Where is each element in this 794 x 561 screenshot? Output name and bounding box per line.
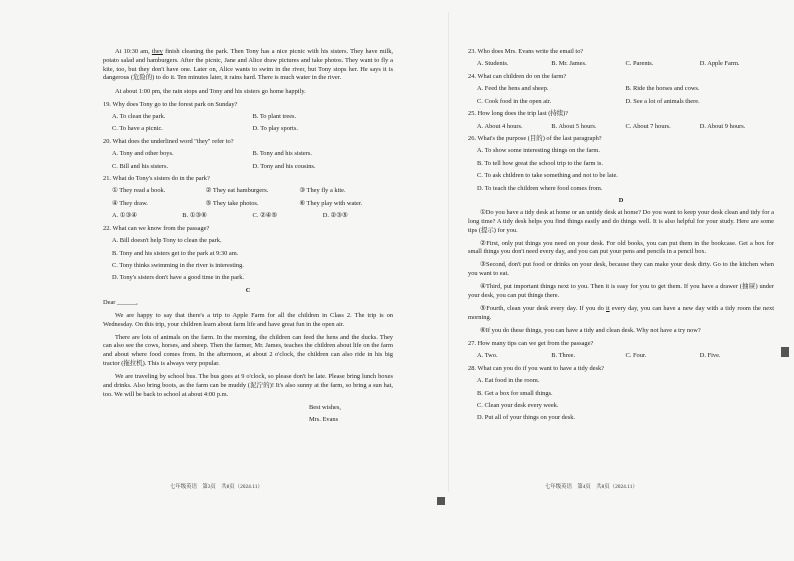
q21-statement-2: ② They eat hamburgers. xyxy=(205,187,269,195)
q23-option-b[interactable]: B. Mr. James. xyxy=(551,60,587,68)
q26-option-d[interactable]: D. To teach the children where food comes from. xyxy=(477,184,603,192)
passage-d-para-1: ①Do you have a tidy desk at home or an untidy desk at home? Do you want to keep your desk clean and tidy for a long time? A tidy desk helps you find things easily and do things well. It is also helpful for your study. Here are some tips (提示) for you. xyxy=(468,208,774,234)
letter-signature: Mrs. Evans xyxy=(309,415,339,423)
passage-d-para-3: ③Second, don't put food or drinks on your desk, because they can make your desk dirty. Go to the kitchen when you want to eat. xyxy=(468,261,774,278)
question-22: 22. What can we know from the passage? xyxy=(103,224,210,232)
q21-option-b[interactable]: B. ①③⑥ xyxy=(182,212,207,220)
q25-options xyxy=(477,123,774,132)
q20-option-b[interactable]: B. Tony and his sisters. xyxy=(252,150,312,158)
q26-option-b[interactable]: B. To tell how great the school trip to the farm is. xyxy=(477,159,603,167)
q28-option-d[interactable]: D. Put all of your things on your desk. xyxy=(477,414,575,422)
q24-option-d[interactable]: D. See a lot of animals there. xyxy=(625,97,700,105)
para5-start: ⑤Fourth, clean your desk every day. If you do xyxy=(480,305,607,313)
q27-option-b[interactable]: B. Three. xyxy=(551,352,576,360)
q26-option-a[interactable]: A. To show some interesting things on the farm. xyxy=(477,147,600,155)
q21-statements xyxy=(112,187,393,208)
question-24: 24. What can children do on the farm? xyxy=(468,72,567,80)
question-20: 20. What does the underlined word "they" refer to? xyxy=(103,137,234,145)
q27-options xyxy=(477,352,774,361)
q22-option-b[interactable]: B. Tony and his sisters get to the park at 9:30 am. xyxy=(112,249,239,257)
q21-option-d[interactable]: D. ②③⑤ xyxy=(322,212,348,220)
left-page-footer: 七年级英语 第3页 共8页（2024.11） xyxy=(170,484,263,490)
passage-d-para-6: ⑥If you do these things, you can have a tidy and clean desk. Why not have a try now? xyxy=(480,326,701,334)
passage-d-para-5 xyxy=(468,305,774,323)
passage-c-para-1: We are happy to say that there's a trip to Apple Farm for all the children in Class 2. The trip is on Wednesday. On this trip, your children learn about farm life and have great fun in the open air. xyxy=(103,311,393,328)
underlined-they: they xyxy=(151,48,163,55)
q20-options xyxy=(112,150,393,171)
q27-option-d[interactable]: D. Five. xyxy=(699,352,721,360)
underlined-it: it xyxy=(606,305,610,313)
q23-option-c[interactable]: C. Parents. xyxy=(625,60,654,68)
q21-options xyxy=(112,212,393,221)
scan-registration-mark-bottom xyxy=(437,497,445,505)
q25-option-a[interactable]: A. About 4 hours. xyxy=(477,122,523,130)
q21-statement-4: ④ They draw. xyxy=(112,199,148,207)
right-page xyxy=(468,48,774,427)
q23-option-d[interactable]: D. Apple Farm. xyxy=(699,60,740,68)
question-27: 27. How many tips can we get from the passage? xyxy=(468,339,594,347)
q20-option-c[interactable]: C. Bill and his sisters. xyxy=(112,162,169,170)
q24-option-a[interactable]: A. Feed the hens and sheep. xyxy=(477,85,549,93)
section-c-heading: C xyxy=(245,286,251,294)
q19-options xyxy=(112,113,393,134)
question-25: 25. How long does the trip last (持续)? xyxy=(468,110,569,118)
q19-option-d[interactable]: D. To play sports. xyxy=(252,125,298,133)
q23-options xyxy=(477,60,774,69)
q21-option-c[interactable]: C. ②④⑤ xyxy=(252,212,278,220)
question-28: 28. What can you do if you want to have a tidy desk? xyxy=(468,364,605,372)
q23-option-a[interactable]: A. Students. xyxy=(477,60,509,68)
q21-statement-5: ⑤ They take photos. xyxy=(205,199,259,207)
q24-options xyxy=(477,85,774,106)
q19-option-b[interactable]: B. To plant trees. xyxy=(252,112,297,120)
left-page xyxy=(103,48,393,427)
letter-closing: Best wishes, xyxy=(309,403,341,411)
section-d-heading: D xyxy=(618,197,624,205)
q21-statement-3: ③ They fly a kite. xyxy=(299,187,346,195)
q24-option-c[interactable]: C. Cook food in the open air. xyxy=(477,97,552,105)
passage-d-para-4: ④Third, put important things next to you. Then it is easy for you to get them. If you have a drawer (抽屉) under your desk, you can put things there. xyxy=(468,283,774,300)
q20-option-d[interactable]: D. Tony and his cousins. xyxy=(252,162,316,170)
para1-start: At 10:30 am, they finish cleaning the park. xyxy=(115,48,229,55)
q21-statement-1: ① They read a book. xyxy=(112,187,166,195)
q24-option-b[interactable]: B. Ride the horses and cows. xyxy=(625,85,700,93)
question-26: 26. What's the purpose (目的) of the last paragraph? xyxy=(468,134,602,142)
question-19: 19. Why does Tony go to the forest park on Sunday? xyxy=(103,100,238,108)
q28-option-b[interactable]: B. Get a box for small things. xyxy=(477,389,553,397)
para5-end: every day, you can have a new day with a tidy room the next morning. xyxy=(468,305,775,321)
passage-c-para-3: We are traveling by school bus. The bus goes at 9 o'clock, so please don't be late. Please bring lunch boxes and drinks. Also bring boots, as the farm can be muddy (泥泞的)! It's also sunny at the farm, so bring a sun hat, too. We will be back to school at about 4:00 p.m. xyxy=(103,373,393,398)
q25-option-c[interactable]: C. About 7 hours. xyxy=(625,122,671,130)
passage-c-para-2: There are lots of animals on the farm. In the morning, the children can feed the hens and the ducks. They can also see the cows, horses, and sheep. Then the farmer, Mr. James, teaches the children about life on the farm and about where food comes from. In the afternoon, at about 2 o'clock, the children can also ride in his big tractor (拖拉机). This is always very popular. xyxy=(103,333,393,368)
q20-option-a[interactable]: A. Tony and other boys. xyxy=(112,150,174,158)
letter-salutation: Dear ______, xyxy=(103,298,138,306)
q25-option-b[interactable]: B. About 5 hours. xyxy=(551,122,597,130)
q22-option-a[interactable]: A. Bill doesn't help Tony to clean the park. xyxy=(112,237,222,245)
q27-option-a[interactable]: A. Two. xyxy=(477,352,498,360)
passage-d-para-2: ②First, only put things you need on your desk. For old books, you can put them in the bookcase. Get a box for small things you don't need every day, and you can put your pens and pencils in a pencil box. xyxy=(468,239,774,256)
question-21: 21. What do Tony's sisters do in the park? xyxy=(103,175,210,183)
q28-option-a[interactable]: A. Eat food in the room. xyxy=(477,377,540,385)
q28-option-c[interactable]: C. Clean your desk every week. xyxy=(477,402,559,410)
passage-b-para-1 xyxy=(103,48,393,83)
passage-b-para-2: At about 1:00 pm, the rain stops and Tony and his sisters go home happily. xyxy=(115,87,306,95)
scan-registration-mark-right xyxy=(781,347,789,357)
right-page-footer: 七年级英语 第4页 共8页（2024.11） xyxy=(545,484,638,490)
q21-option-a[interactable]: A. ①③④ xyxy=(112,212,137,220)
q19-option-a[interactable]: A. To clean the park. xyxy=(112,112,166,120)
q21-statement-6: ⑥ They play with water. xyxy=(299,199,363,207)
q26-option-c[interactable]: C. To ask children to take something and not to be late. xyxy=(477,172,618,180)
para1-visible: Then Tony has a nice picnic with his sisters. They have milk, potato salad and hamburgers. After the picnic, Jane and Alice draw pictures and take photos. They want to fly a kite, too, but they don't have one. Later on, Alice wants to swim in the river, but Tony stops her. He says it is dangerous (危险的) to do it. Ten minutes later, it rains hard. There is much water in the river. xyxy=(103,48,393,82)
question-23: 23. Who does Mrs. Evans write the email to? xyxy=(468,48,584,55)
q22-option-c[interactable]: C. Tony thinks swimming in the river is interesting. xyxy=(112,262,244,269)
q27-option-c[interactable]: C. Four. xyxy=(625,352,647,360)
page-fold-line xyxy=(448,12,449,492)
q22-option-d[interactable]: D. Tony's sisters don't have a good time in the park. xyxy=(112,274,245,282)
q25-option-d[interactable]: D. About 9 hours. xyxy=(699,122,746,130)
q19-option-c[interactable]: C. To have a picnic. xyxy=(112,125,163,133)
